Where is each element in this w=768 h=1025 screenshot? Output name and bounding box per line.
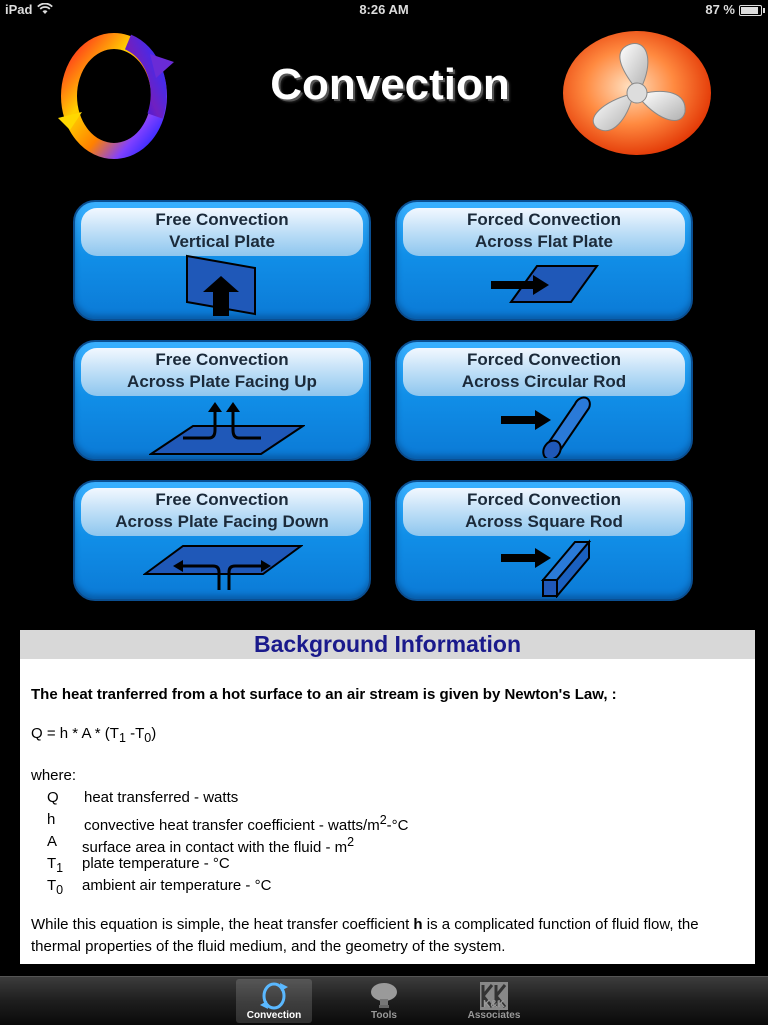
free-convection-plate-facing-down-button[interactable] <box>73 480 371 601</box>
variable-list <box>47 787 744 897</box>
square-rod-icon <box>499 536 595 598</box>
button-label: Free Convection Vertical Plate <box>155 210 289 251</box>
convection-icon <box>258 981 290 1011</box>
status-bar <box>0 0 768 20</box>
button-label: Forced Convection Across Circular Rod <box>461 350 627 391</box>
background-info-heading: Background Information <box>20 630 755 659</box>
button-label: Free Convection Across Plate Facing Down <box>115 490 329 531</box>
button-label: Forced Convection Across Flat Plate <box>467 210 621 251</box>
button-label: Free Convection Across Plate Facing Up <box>127 350 317 391</box>
vertical-plate-icon <box>183 254 263 316</box>
battery-percent: 87 % <box>705 2 735 17</box>
page-title: Convection <box>270 60 510 109</box>
variable-row: Q heat transferred - watts <box>47 789 239 806</box>
variable-row: $T_0$ ambient air temperature - °C <box>47 877 272 897</box>
background-info-panel <box>20 630 755 964</box>
tab-tools[interactable] <box>346 979 422 1023</box>
device-name: iPad <box>5 2 33 17</box>
button-label: Forced Convection Across Square Rod <box>465 490 623 531</box>
tab-convection[interactable] <box>236 979 312 1023</box>
tab-kk-associates[interactable] <box>456 979 532 1023</box>
free-convection-plate-facing-up-button[interactable] <box>73 340 371 461</box>
variable-row: $T_1$ plate temperature - °C <box>47 855 230 875</box>
variable-row: h convective heat transfer coefficient - watts/$m^2-^\circ C$ <box>47 811 409 834</box>
plate-facing-up-icon <box>149 400 305 456</box>
fan-icon <box>561 30 713 157</box>
newtons-law-equation: $Q = h * A * (T_1$ $-T_0$) <box>31 725 157 745</box>
circular-rod-icon <box>499 394 591 458</box>
tab-label: K&K Associates <box>467 999 521 1021</box>
explanation-paragraph: While this equation is simple, the heat transfer coefficient h is a complicated function of fluid flow, the thermal properties of the fluid medium, and the geometry of the system. <box>31 916 699 955</box>
forced-convection-square-rod-button[interactable] <box>395 480 693 601</box>
tab-label: Tools <box>371 1010 397 1021</box>
tools-icon <box>368 981 400 1011</box>
forced-convection-circular-rod-button[interactable] <box>395 340 693 461</box>
free-convection-vertical-plate-button[interactable] <box>73 200 371 321</box>
battery-icon <box>739 5 762 16</box>
background-info-body <box>20 686 755 958</box>
tab-label: Convection <box>246 1010 302 1021</box>
forced-convection-flat-plate-button[interactable] <box>395 200 693 321</box>
convection-cycle-logo <box>52 26 178 163</box>
lead-sentence: The heat tranferred from a hot surface to an air stream is given by Newton's Law, : <box>31 686 617 703</box>
where-label: where: <box>31 767 77 784</box>
clock: 8:26 AM <box>359 2 409 17</box>
plate-facing-down-icon <box>143 542 303 592</box>
variable-row: A surface area in contact with the fluid - $m^2$ <box>47 833 355 856</box>
tab-bar <box>0 976 768 1025</box>
flat-plate-icon <box>489 264 599 306</box>
